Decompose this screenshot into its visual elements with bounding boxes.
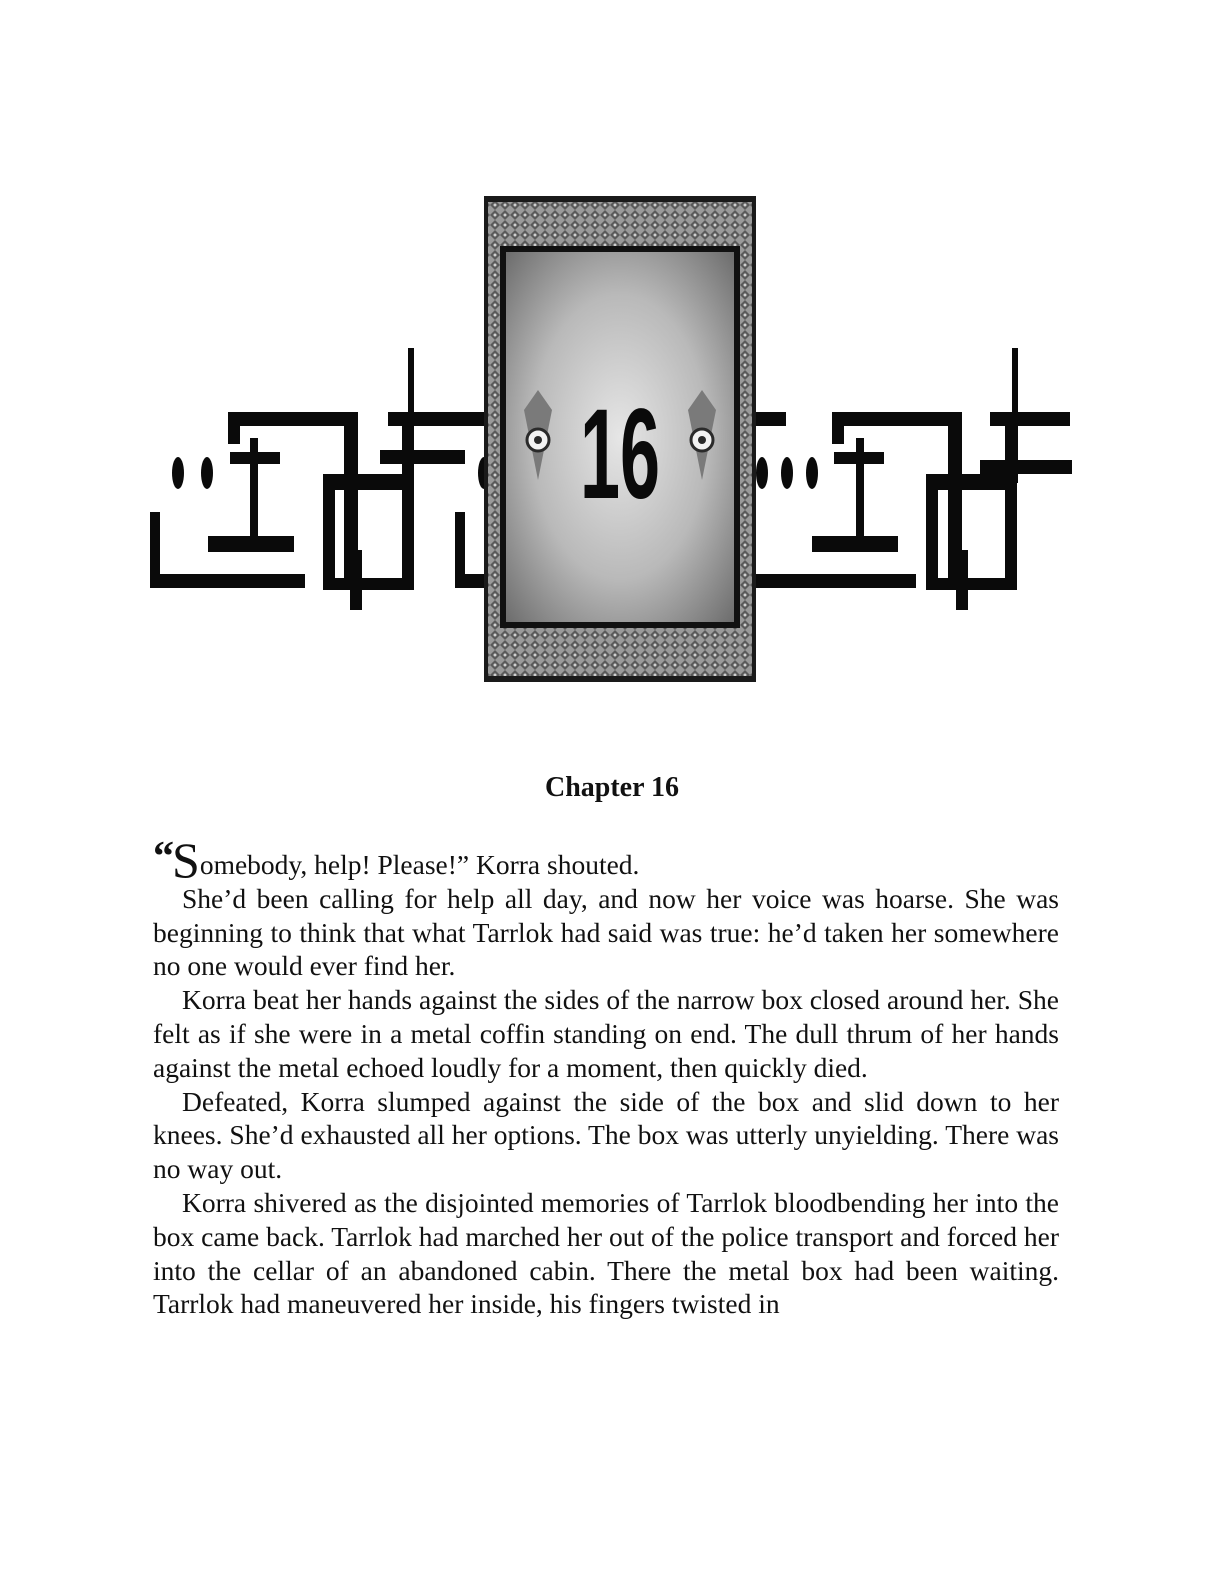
- left-key-pattern: [150, 348, 490, 610]
- chapter-ornament: [150, 190, 1072, 690]
- paragraph: Defeated, Korra slumped against the side of the box and slid down to her knees. She’d exhausted all her options. The box was utterly unyielding. There was no way out.: [153, 1085, 1059, 1185]
- chapter-body: [153, 832, 1059, 1321]
- chapter-title: Chapter 16: [544, 772, 680, 803]
- opening-paragraph: [153, 832, 1059, 888]
- paragraph: She’d been calling for help all day, and now her voice was hoarse. She was beginning to think that what Tarrlok had said was true: he’d taken her somewhere no one would ever find her.: [153, 882, 1059, 982]
- opening-text: omebody, help! Please!” Korra shouted.: [199, 849, 640, 880]
- chapter-number: 16: [580, 383, 660, 526]
- chapter-number-panel: [484, 196, 756, 682]
- right-key-pattern: [756, 348, 1072, 610]
- opening-quote-mark: “: [153, 834, 172, 880]
- drop-cap: S: [172, 832, 200, 888]
- paragraph: Korra beat her hands against the sides of the narrow box closed around her. She felt as if she were in a metal coffin standing on end. The dull thrum of her hands against the metal echoed loudly for a moment, then quickly died.: [153, 984, 1059, 1083]
- paragraph: Korra shivered as the disjointed memories of Tarrlok bloodbending her into the box came back. Tarrlok had marched her out of the police transport and forced her into the cellar of an abandoned cabin. There the metal box had been waiting. Tarrlok had maneuvered her inside, his fingers twisted in: [153, 1186, 1059, 1320]
